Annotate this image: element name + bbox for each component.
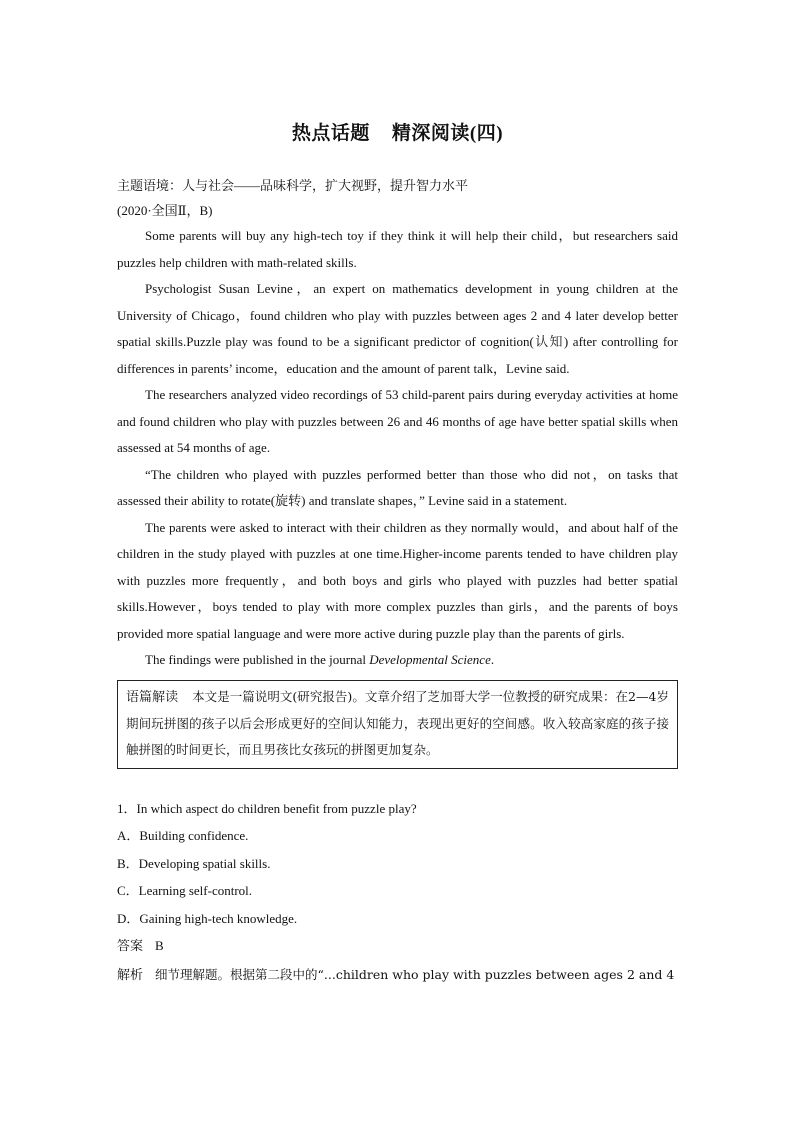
passage-paragraph-2: Psychologist Susan Levine，an expert on mathematics development in young children at the University of Chicago，found children who play with puzzles between ages 2 and 4 later develop better spatial skills.Puzzle play was found to be a significant predictor of cognition(认知) after controlling for differences in parents’ income，education and the amount of parent talk，Levine said. (117, 281, 678, 376)
question-1 (117, 795, 678, 989)
title-subtitle: 精深阅读(四) (391, 123, 504, 144)
source-citation: (2020·全国Ⅱ，B) (117, 203, 213, 218)
paragraph-6-prefix: The findings were published in the journal (145, 652, 370, 667)
passage-paragraph-4: “The children who played with puzzles performed better than those who did not，on tasks that assessed their ability to rotate(旋转) and translate shapes，” Levine said in a statement. (117, 466, 678, 508)
page-title (117, 118, 678, 145)
option-c: C．Learning self-control. (117, 883, 253, 898)
option-d: D．Gaining high-tech knowledge. (117, 910, 298, 926)
option-a: A．Building confidence. (117, 828, 249, 843)
passage-paragraph-5: The parents were asked to interact with their children as they normally would，and about half of the children in the study played with puzzles at one time.Higher-income parents tended to have children play with puzzles more frequently，and both boys and girls who played with puzzles had better spatial skills.However，boys tended to play with more complex puzzles than girls，and the parents of boys provided more spatial language and were more active during puzzle play than the parents of girls. (117, 519, 678, 641)
answer-label: 答案 (117, 939, 144, 954)
paragraph-6-suffix: . (490, 652, 495, 667)
reading-passage (117, 223, 678, 674)
answer-line (117, 932, 678, 961)
option-b: B．Developing spatial skills. (117, 855, 271, 871)
journal-name: Developmental Science (369, 652, 491, 667)
analysis-text: 细节理解题。根据第二段中的“...children who play with puzzles between ages 2 and 4 (155, 966, 675, 982)
theme-context: 主题语境：人与社会——品味科学，扩大视野，提升智力水平 (117, 178, 469, 193)
summary-label: 语篇解读 (126, 689, 179, 705)
passage-paragraph-6 (117, 647, 678, 674)
answer-value: B (155, 938, 164, 953)
analysis-line (117, 961, 678, 989)
title-topic: 热点话题 (291, 123, 370, 144)
discourse-summary-box (117, 680, 678, 769)
summary-text: 本文是一篇说明文(研究报告)。文章介绍了芝加哥大学一位教授的研究成果：在2—4岁期间玩拼图的孩子以后会形成更好的空间认知能力，表现出更好的空间感。收入较高家庭的孩子接触拼图的时间更长，而且男孩比女孩玩的拼图更加复杂。 (126, 688, 669, 757)
question-stem: 1．In which aspect do children benefit from puzzle play? (117, 800, 417, 816)
analysis-label: 解析 (117, 967, 144, 983)
document-page (117, 118, 678, 989)
passage-paragraph-1: Some parents will buy any high-tech toy if they think it will help their child，but researchers said puzzles help children with math-related skills. (117, 228, 678, 270)
passage-paragraph-3: The researchers analyzed video recordings of 53 child-parent pairs during everyday activities at home and found children who play with puzzles between 26 and 46 months of age have better spatial skills when assessed at 54 months of age. (117, 387, 678, 455)
